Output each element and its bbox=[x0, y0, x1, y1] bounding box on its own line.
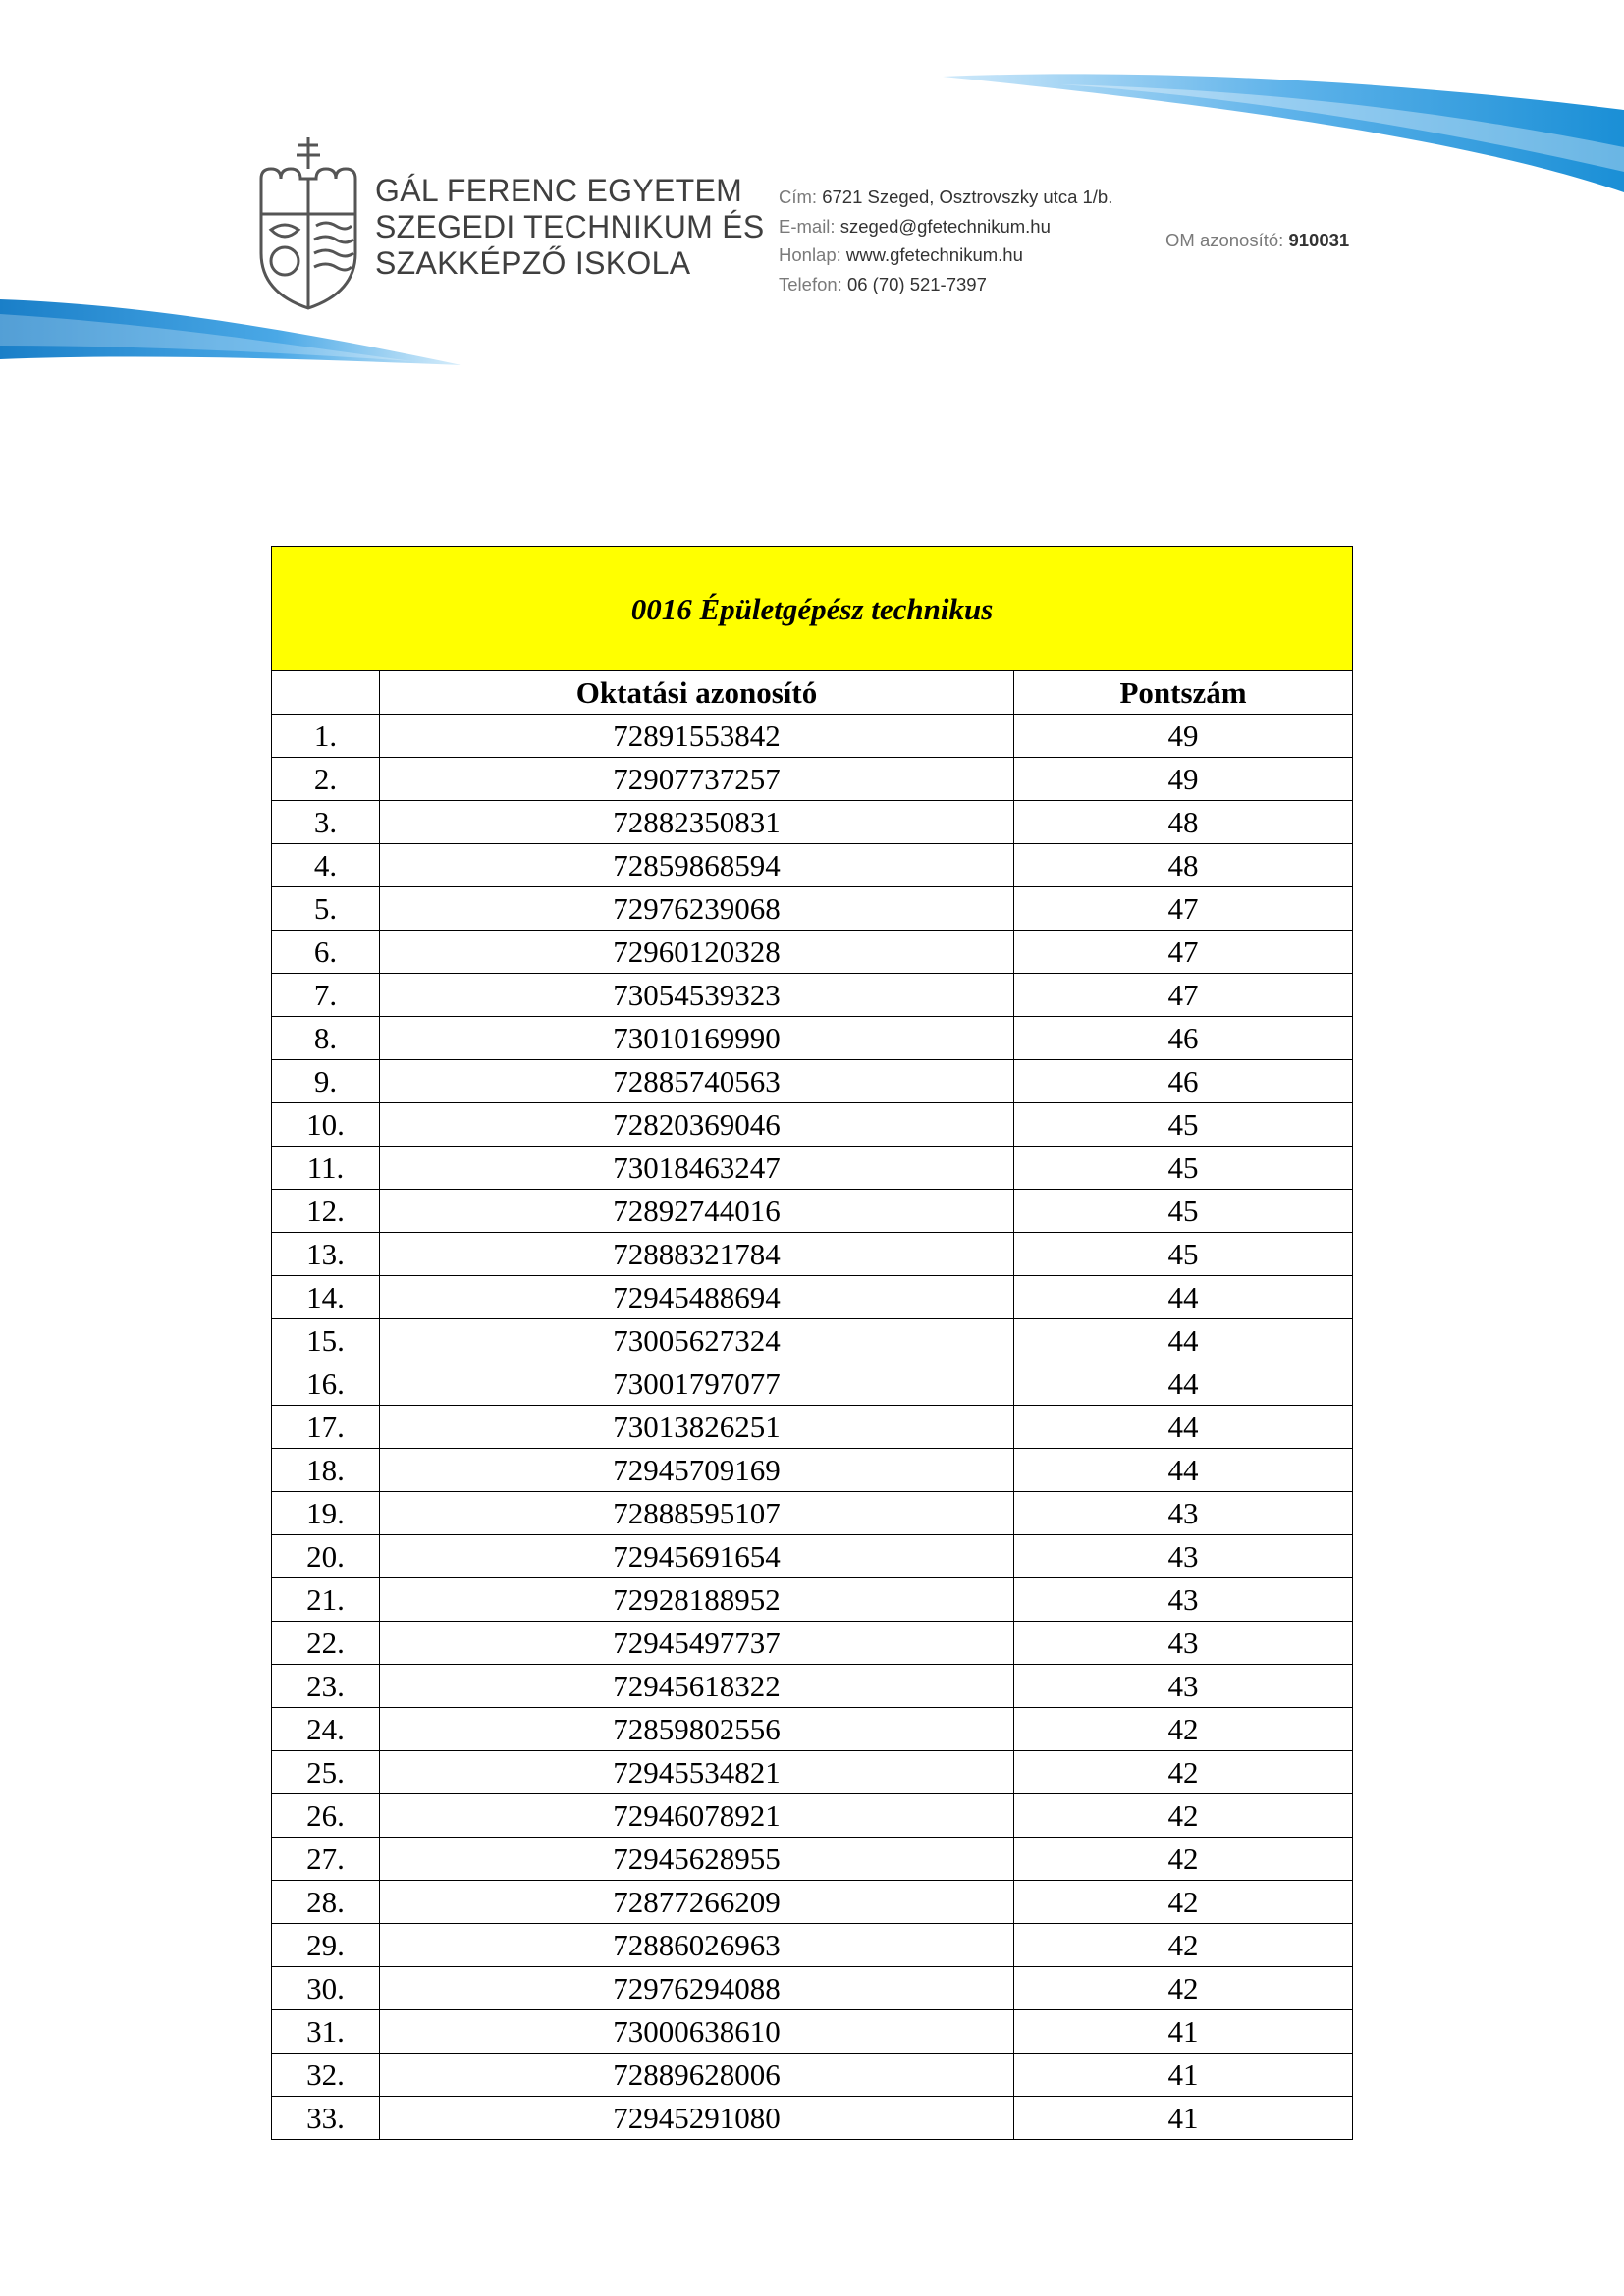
row-id: 72859802556 bbox=[380, 1708, 1014, 1751]
table-row bbox=[272, 1881, 1353, 1924]
table-row bbox=[272, 844, 1353, 887]
table-row bbox=[272, 1622, 1353, 1665]
row-id: 72877266209 bbox=[380, 1881, 1014, 1924]
row-rank: 7. bbox=[272, 974, 380, 1017]
table-row bbox=[272, 758, 1353, 801]
row-rank: 26. bbox=[272, 1794, 380, 1838]
row-rank: 30. bbox=[272, 1967, 380, 2010]
table-title-row bbox=[272, 547, 1353, 671]
table-row bbox=[272, 1190, 1353, 1233]
row-score: 42 bbox=[1014, 1838, 1353, 1881]
table-row bbox=[272, 887, 1353, 931]
row-score: 45 bbox=[1014, 1103, 1353, 1147]
row-rank: 6. bbox=[272, 931, 380, 974]
row-rank: 23. bbox=[272, 1665, 380, 1708]
row-score: 42 bbox=[1014, 1924, 1353, 1967]
row-rank: 15. bbox=[272, 1319, 380, 1362]
contact-email[interactable]: E-mail: szeged@gfetechnikum.hu bbox=[779, 215, 1051, 237]
row-rank: 11. bbox=[272, 1147, 380, 1190]
row-id: 72945291080 bbox=[380, 2097, 1014, 2140]
row-id: 72882350831 bbox=[380, 801, 1014, 844]
row-score: 47 bbox=[1014, 887, 1353, 931]
row-rank: 24. bbox=[272, 1708, 380, 1751]
table-row bbox=[272, 1794, 1353, 1838]
row-score: 48 bbox=[1014, 801, 1353, 844]
row-id: 72888595107 bbox=[380, 1492, 1014, 1535]
table-row bbox=[272, 2097, 1353, 2140]
row-score: 45 bbox=[1014, 1147, 1353, 1190]
table-row bbox=[272, 1362, 1353, 1406]
row-score: 43 bbox=[1014, 1492, 1353, 1535]
row-id: 72885740563 bbox=[380, 1060, 1014, 1103]
school-crest-icon bbox=[257, 135, 359, 312]
row-rank: 19. bbox=[272, 1492, 380, 1535]
row-score: 42 bbox=[1014, 1967, 1353, 2010]
row-score: 42 bbox=[1014, 1794, 1353, 1838]
row-id: 72945709169 bbox=[380, 1449, 1014, 1492]
contact-block bbox=[779, 183, 1112, 298]
row-rank: 8. bbox=[272, 1017, 380, 1060]
row-rank: 3. bbox=[272, 801, 380, 844]
row-rank: 5. bbox=[272, 887, 380, 931]
row-rank: 14. bbox=[272, 1276, 380, 1319]
table-row bbox=[272, 1060, 1353, 1103]
row-id: 73013826251 bbox=[380, 1406, 1014, 1449]
row-score: 47 bbox=[1014, 974, 1353, 1017]
row-score: 47 bbox=[1014, 931, 1353, 974]
row-score: 43 bbox=[1014, 1535, 1353, 1578]
row-id: 72889628006 bbox=[380, 2054, 1014, 2097]
table-row bbox=[272, 801, 1353, 844]
row-score: 44 bbox=[1014, 1276, 1353, 1319]
row-score: 45 bbox=[1014, 1233, 1353, 1276]
row-score: 46 bbox=[1014, 1017, 1353, 1060]
row-id: 73005627324 bbox=[380, 1319, 1014, 1362]
table-row bbox=[272, 1924, 1353, 1967]
contact-address: Cím: 6721 Szeged, Osztrovszky utca 1/b. bbox=[779, 187, 1113, 207]
row-rank: 25. bbox=[272, 1751, 380, 1794]
results-table bbox=[271, 546, 1353, 2140]
row-id: 72945497737 bbox=[380, 1622, 1014, 1665]
table-row bbox=[272, 1578, 1353, 1622]
row-id: 72946078921 bbox=[380, 1794, 1014, 1838]
header-id: Oktatási azonosító bbox=[380, 671, 1014, 715]
row-rank: 2. bbox=[272, 758, 380, 801]
row-rank: 18. bbox=[272, 1449, 380, 1492]
table-header-row bbox=[272, 671, 1353, 715]
contact-website[interactable]: Honlap: www.gfetechnikum.hu bbox=[779, 244, 1023, 265]
row-score: 49 bbox=[1014, 758, 1353, 801]
row-score: 46 bbox=[1014, 1060, 1353, 1103]
row-score: 42 bbox=[1014, 1708, 1353, 1751]
row-score: 43 bbox=[1014, 1665, 1353, 1708]
table-row bbox=[272, 1838, 1353, 1881]
row-rank: 13. bbox=[272, 1233, 380, 1276]
row-score: 43 bbox=[1014, 1622, 1353, 1665]
row-rank: 4. bbox=[272, 844, 380, 887]
row-id: 72886026963 bbox=[380, 1924, 1014, 1967]
table-row bbox=[272, 1967, 1353, 2010]
letterhead bbox=[0, 0, 1624, 393]
table-row bbox=[272, 2010, 1353, 2054]
row-id: 73001797077 bbox=[380, 1362, 1014, 1406]
row-id: 72945618322 bbox=[380, 1665, 1014, 1708]
table-row bbox=[272, 2054, 1353, 2097]
row-score: 41 bbox=[1014, 2054, 1353, 2097]
table-row bbox=[272, 1276, 1353, 1319]
row-score: 41 bbox=[1014, 2097, 1353, 2140]
row-rank: 20. bbox=[272, 1535, 380, 1578]
om-identifier: OM azonosító: 910031 bbox=[1165, 230, 1350, 250]
row-score: 44 bbox=[1014, 1319, 1353, 1362]
table-row bbox=[272, 1233, 1353, 1276]
row-rank: 28. bbox=[272, 1881, 380, 1924]
row-id: 73010169990 bbox=[380, 1017, 1014, 1060]
row-rank: 1. bbox=[272, 715, 380, 758]
row-id: 72888321784 bbox=[380, 1233, 1014, 1276]
table-row bbox=[272, 1665, 1353, 1708]
row-rank: 17. bbox=[272, 1406, 380, 1449]
row-id: 72859868594 bbox=[380, 844, 1014, 887]
row-score: 48 bbox=[1014, 844, 1353, 887]
school-name-line: GÁL FERENC EGYETEM bbox=[375, 173, 743, 208]
row-id: 72976239068 bbox=[380, 887, 1014, 931]
row-id: 72891553842 bbox=[380, 715, 1014, 758]
table-title: 0016 Épületgépész technikus bbox=[272, 547, 1353, 671]
table-row bbox=[272, 1535, 1353, 1578]
contact-phone: Telefon: 06 (70) 521-7397 bbox=[779, 273, 987, 294]
row-rank: 33. bbox=[272, 2097, 380, 2140]
table-row bbox=[272, 1319, 1353, 1362]
row-id: 72945534821 bbox=[380, 1751, 1014, 1794]
table-row bbox=[272, 1406, 1353, 1449]
row-id: 72945628955 bbox=[380, 1838, 1014, 1881]
table-row bbox=[272, 1492, 1353, 1535]
row-rank: 27. bbox=[272, 1838, 380, 1881]
row-rank: 12. bbox=[272, 1190, 380, 1233]
row-id: 72945488694 bbox=[380, 1276, 1014, 1319]
row-id: 72907737257 bbox=[380, 758, 1014, 801]
row-score: 42 bbox=[1014, 1881, 1353, 1924]
school-name-line: SZEGEDI TECHNIKUM ÉS bbox=[375, 209, 765, 244]
row-score: 49 bbox=[1014, 715, 1353, 758]
table-row bbox=[272, 1708, 1353, 1751]
table-row bbox=[272, 715, 1353, 758]
row-score: 45 bbox=[1014, 1190, 1353, 1233]
row-id: 73054539323 bbox=[380, 974, 1014, 1017]
row-score: 44 bbox=[1014, 1362, 1353, 1406]
row-id: 72820369046 bbox=[380, 1103, 1014, 1147]
row-id: 72945691654 bbox=[380, 1535, 1014, 1578]
table-row bbox=[272, 1147, 1353, 1190]
row-score: 44 bbox=[1014, 1449, 1353, 1492]
row-rank: 31. bbox=[272, 2010, 380, 2054]
row-score: 44 bbox=[1014, 1406, 1353, 1449]
row-score: 42 bbox=[1014, 1751, 1353, 1794]
table-row bbox=[272, 1751, 1353, 1794]
row-id: 73000638610 bbox=[380, 2010, 1014, 2054]
row-id: 73018463247 bbox=[380, 1147, 1014, 1190]
table-row bbox=[272, 1449, 1353, 1492]
header-rank bbox=[272, 671, 380, 715]
row-id: 72928188952 bbox=[380, 1578, 1014, 1622]
row-rank: 10. bbox=[272, 1103, 380, 1147]
header-score: Pontszám bbox=[1014, 671, 1353, 715]
table-row bbox=[272, 974, 1353, 1017]
table-row bbox=[272, 1017, 1353, 1060]
school-name-line: SZAKKÉPZŐ ISKOLA bbox=[375, 245, 691, 281]
table-row bbox=[272, 1103, 1353, 1147]
school-name bbox=[375, 173, 765, 282]
row-rank: 21. bbox=[272, 1578, 380, 1622]
row-rank: 22. bbox=[272, 1622, 380, 1665]
row-rank: 9. bbox=[272, 1060, 380, 1103]
row-rank: 16. bbox=[272, 1362, 380, 1406]
row-id: 72960120328 bbox=[380, 931, 1014, 974]
table-body bbox=[272, 715, 1353, 2140]
table-row bbox=[272, 931, 1353, 974]
row-id: 72892744016 bbox=[380, 1190, 1014, 1233]
row-rank: 32. bbox=[272, 2054, 380, 2097]
row-score: 43 bbox=[1014, 1578, 1353, 1622]
row-score: 41 bbox=[1014, 2010, 1353, 2054]
row-id: 72976294088 bbox=[380, 1967, 1014, 2010]
row-rank: 29. bbox=[272, 1924, 380, 1967]
